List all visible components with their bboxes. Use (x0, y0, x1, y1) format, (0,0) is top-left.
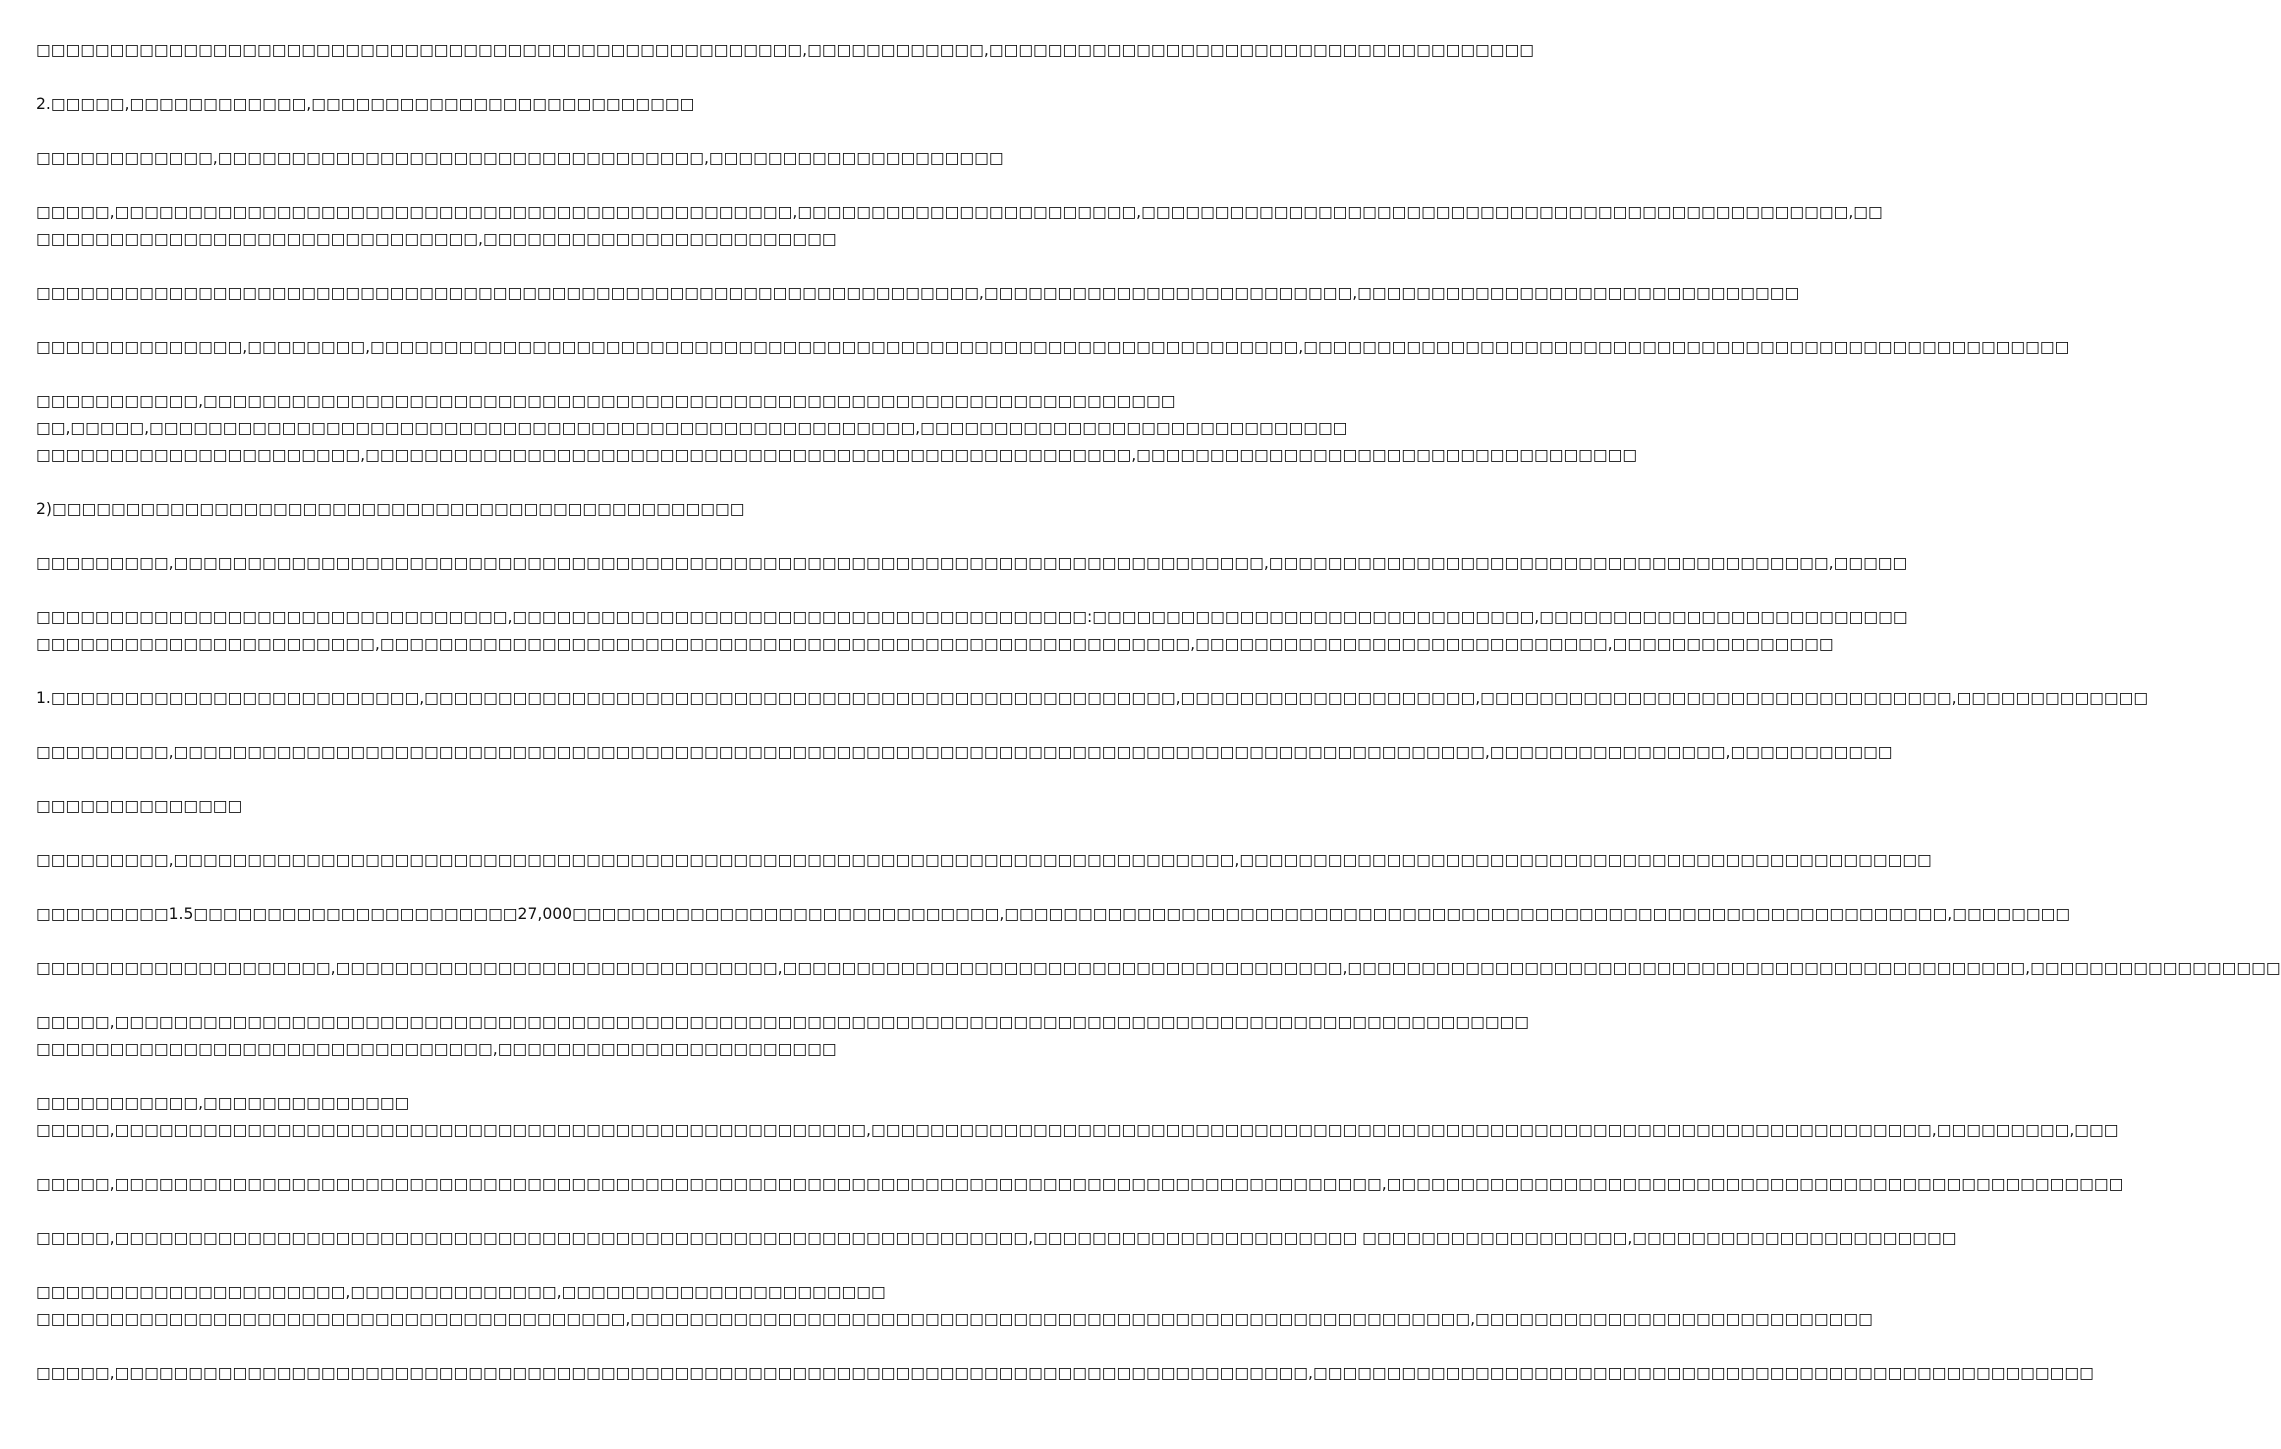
paragraph (36, 1009, 1530, 1063)
text-line: □□□□□□□□□□□□□□□□□□□□□□,□□□□□□□□□□□□□□□□□□□□□□□□□□□□□□□□□□□□□□□□□□□□□□□□□□□□,□□□□□□□□□□□□□□□□□□□□□□□□□□□□□□□□□□ (36, 446, 1638, 464)
text-line: □□□□□□□□□□□□□□□□□□□□□□□,□□□□□□□□□□□□□□□□□□□□□□□□□□□□□□□□□□□□□□□□□□□□□□□□□□□□□□□,□□□□□□□□□□□□□□□□□□□□□□□□□□□□,□□□□□□□□□□□□□□□ (36, 635, 1834, 653)
text-line: □□□□□□□□□□□□□□□□□□□□□□□□□□□□□□□□□□□□□□□□□□□□□□□□□□□□,□□□□□□□□□□□□,□□□□□□□□□□□□□□□□□□□□□□□□□□□□□□□□□□□□□ (36, 41, 1534, 59)
text-line: □□□□□,□□□□□□□□□□□□□□□□□□□□□□□□□□□□□□□□□□□□□□□□□□□□□□□□□□□,□□□□□□□□□□□□□□□□□□□□□□□□□□□□□□□□□□□□□□□□□□□□□□□□□□□□□□□□□□□□□□□□□□□□□□□□,□□□□□□□□□,□□□ (36, 1121, 2119, 1139)
text-line: □□□□□,□□□□□□□□□□□□□□□□□□□□□□□□□□□□□□□□□□□□□□□□□□□□□□□□□□□□□□□□□□□□□□□□□□□□□□□□□□□□□□□□□,□□□□□□□□□□□□□□□□□□□□□□□□□□□□□□□□□□□□□□□□□□□□□□□□□□□□□ (36, 1364, 2094, 1382)
text-line: 2)□□□□□□□□□□□□□□□□□□□□□□□□□□□□□□□□□□□□□□□□□□□□□□□ (36, 500, 745, 518)
paragraph (36, 280, 1800, 307)
text-line: □□□□□□□□□1.5□□□□□□□□□□□□□□□□□□□□□□27,000□□□□□□□□□□□□□□□□□□□□□□□□□□□□□,□□□□□□□□□□□□□□□□□□□□□□□□□□□□□□□□□□□□□□□□□□□□□□□□□□□□□□□□□□□□□□□□,□□□□□□□□ (36, 905, 2071, 923)
paragraph (36, 739, 1893, 766)
paragraph (36, 847, 1932, 874)
paragraph (36, 955, 2281, 982)
text-line: □□,□□□□□,□□□□□□□□□□□□□□□□□□□□□□□□□□□□□□□□□□□□□□□□□□□□□□□□□□□□,□□□□□□□□□□□□□□□□□□□□□□□□□□□□□ (36, 419, 1348, 437)
text-line: □□□□□□□□□□□,□□□□□□□□□□□□□□ (36, 1094, 410, 1112)
paragraph (36, 1171, 2124, 1198)
paragraph (36, 604, 1908, 658)
text-line: □□□□□□□□□□□□□□□□□□□□□,□□□□□□□□□□□□□□,□□□□□□□□□□□□□□□□□□□□□□ (36, 1283, 886, 1301)
text-line: □□□□□□□□□,□□□□□□□□□□□□□□□□□□□□□□□□□□□□□□□□□□□□□□□□□□□□□□□□□□□□□□□□□□□□□□□□□□□□□□□□,□□□□□□□□□□□□□□□□□□□□□□□□□□□□□□□□□□□□□□□□□□□□□□□ (36, 851, 1932, 869)
text-line: □□□□□□□□□□□□□□ (36, 797, 243, 815)
paragraph (36, 550, 1908, 577)
text-line: □□□□□,□□□□□□□□□□□□□□□□□□□□□□□□□□□□□□□□□□□□□□□□□□□□□□□□□□□□□□□□□□□□□□□□□□□□□□□□□□□□□□□□□□□□□□□□□□□□□□□□ (36, 1013, 1530, 1031)
paragraph (36, 388, 1638, 469)
paragraph (36, 1360, 2094, 1387)
paragraph (36, 1225, 1957, 1252)
paragraph (36, 901, 2071, 928)
text-line: □□□□□□□□□,□□□□□□□□□□□□□□□□□□□□□□□□□□□□□□□□□□□□□□□□□□□□□□□□□□□□□□□□□□□□□□□□□□□□□□□□□□□□□□□□□□□□□□□□□,□□□□□□□□□□□□□□□□,□□□□□□□□□□□ (36, 743, 1893, 761)
text-line: □□□□□□□□□□□□□□□□□□□□□□□□□□□□□□□,□□□□□□□□□□□□□□□□□□□□□□□ (36, 1040, 837, 1058)
paragraph (36, 685, 2149, 712)
paragraph (36, 1090, 2119, 1144)
text-line: □□□□□□□□□,□□□□□□□□□□□□□□□□□□□□□□□□□□□□□□□□□□□□□□□□□□□□□□□□□□□□□□□□□□□□□□□□□□□□□□□□□□,□□□□□□□□□□□□□□□□□□□□□□□□□□□□□□□□□□□□□□,□□□□□ (36, 554, 1908, 572)
text-line: 2.□□□□□,□□□□□□□□□□□□,□□□□□□□□□□□□□□□□□□□□□□□□□□ (36, 95, 695, 113)
paragraph (36, 496, 988, 523)
paragraph (36, 37, 1534, 64)
paragraph (36, 91, 988, 118)
paragraph (36, 199, 1883, 253)
text-line: □□□□□□□□□□□,□□□□□□□□□□□□□□□□□□□□□□□□□□□□□□□□□□□□□□□□□□□□□□□□□□□□□□□□□□□□□□□□□□ (36, 392, 1176, 410)
paragraph (36, 145, 1004, 172)
text-line: □□□□□□□□□□□□,□□□□□□□□□□□□□□□□□□□□□□□□□□□□□□□□□,□□□□□□□□□□□□□□□□□□□□ (36, 149, 1004, 167)
text-line: □□□□□,□□□□□□□□□□□□□□□□□□□□□□□□□□□□□□□□□□□□□□□□□□□□□□,□□□□□□□□□□□□□□□□□□□□□□□,□□□□□□□□□□□□□□□□□□□□□□□□□□□□□□□□□□□□□□□□□□□□□□□□,□□ (36, 203, 1883, 221)
text-line: □□□□□□□□□□□□□□□□□□□□□□□□□□□□□□□□□□□□□□□□,□□□□□□□□□□□□□□□□□□□□□□□□□□□□□□□□□□□□□□□□□□□□□□□□□□□□□□□□□,□□□□□□□□□□□□□□□□□□□□□□□□□□□ (36, 1310, 1873, 1328)
text-line: □□□□□□□□□□□□□□,□□□□□□□□,□□□□□□□□□□□□□□□□□□□□□□□□□□□□□□□□□□□□□□□□□□□□□□□□□□□□□□□□□□□□□□□,□□□□□□□□□□□□□□□□□□□□□□□□□□□□□□□□□□□□□□□□□□□□□□□□□□□□ (36, 338, 2070, 356)
paragraph (36, 793, 988, 820)
text-line: □□□□□,□□□□□□□□□□□□□□□□□□□□□□□□□□□□□□□□□□□□□□□□□□□□□□□□□□□□□□□□□□□□□□,□□□□□□□□□□□□□□□□□□□□□□ □□□□□□□□□□□□□□□□□□,□□□□□□□□□□□□□□□□□□□□□□ (36, 1229, 1957, 1247)
text-line: 1.□□□□□□□□□□□□□□□□□□□□□□□□□,□□□□□□□□□□□□□□□□□□□□□□□□□□□□□□□□□□□□□□□□□□□□□□□□□□□,□□□□□□□□□□□□□□□□□□□□,□□□□□□□□□□□□□□□□□□□□□□□□□□□□□□□□,□□□□□□□□□□□□□ (36, 689, 2149, 707)
text-line: □□□□□□□□□□□□□□□□□□□□□□□□□□□□□□□□,□□□□□□□□□□□□□□□□□□□□□□□□□□□□□□□□□□□□□□□:□□□□□□□□□□□□□□□□□□□□□□□□□□□□□□,□□□□□□□□□□□□□□□□□□□□□□□□□ (36, 608, 1908, 626)
text-line: □□□□□□□□□□□□□□□□□□□□□□□□□□□□□□□□□□□□□□□□□□□□□□□□□□□□□□□□□□□□□□□□,□□□□□□□□□□□□□□□□□□□□□□□□□,□□□□□□□□□□□□□□□□□□□□□□□□□□□□□□ (36, 284, 1800, 302)
text-line: □□□□□,□□□□□□□□□□□□□□□□□□□□□□□□□□□□□□□□□□□□□□□□□□□□□□□□□□□□□□□□□□□□□□□□□□□□□□□□□□□□□□□□□□□□□□,□□□□□□□□□□□□□□□□□□□□□□□□□□□□□□□□□□□□□□□□□□□□□□□□□□ (36, 1175, 2124, 1193)
paragraph (36, 1279, 1873, 1333)
text-line: □□□□□□□□□□□□□□□□□□□□□□□□□□□□□□,□□□□□□□□□□□□□□□□□□□□□□□□ (36, 230, 837, 248)
paragraph (36, 334, 2070, 361)
text-line: □□□□□□□□□□□□□□□□□□□□,□□□□□□□□□□□□□□□□□□□□□□□□□□□□□□,□□□□□□□□□□□□□□□□□□□□□□□□□□□□□□□□□□□□□□,□□□□□□□□□□□□□□□□□□□□□□□□□□□□□□□□□□□□□□□□□□□□□□,□□□□□□□□□□□□□□□□□ (36, 959, 2281, 977)
